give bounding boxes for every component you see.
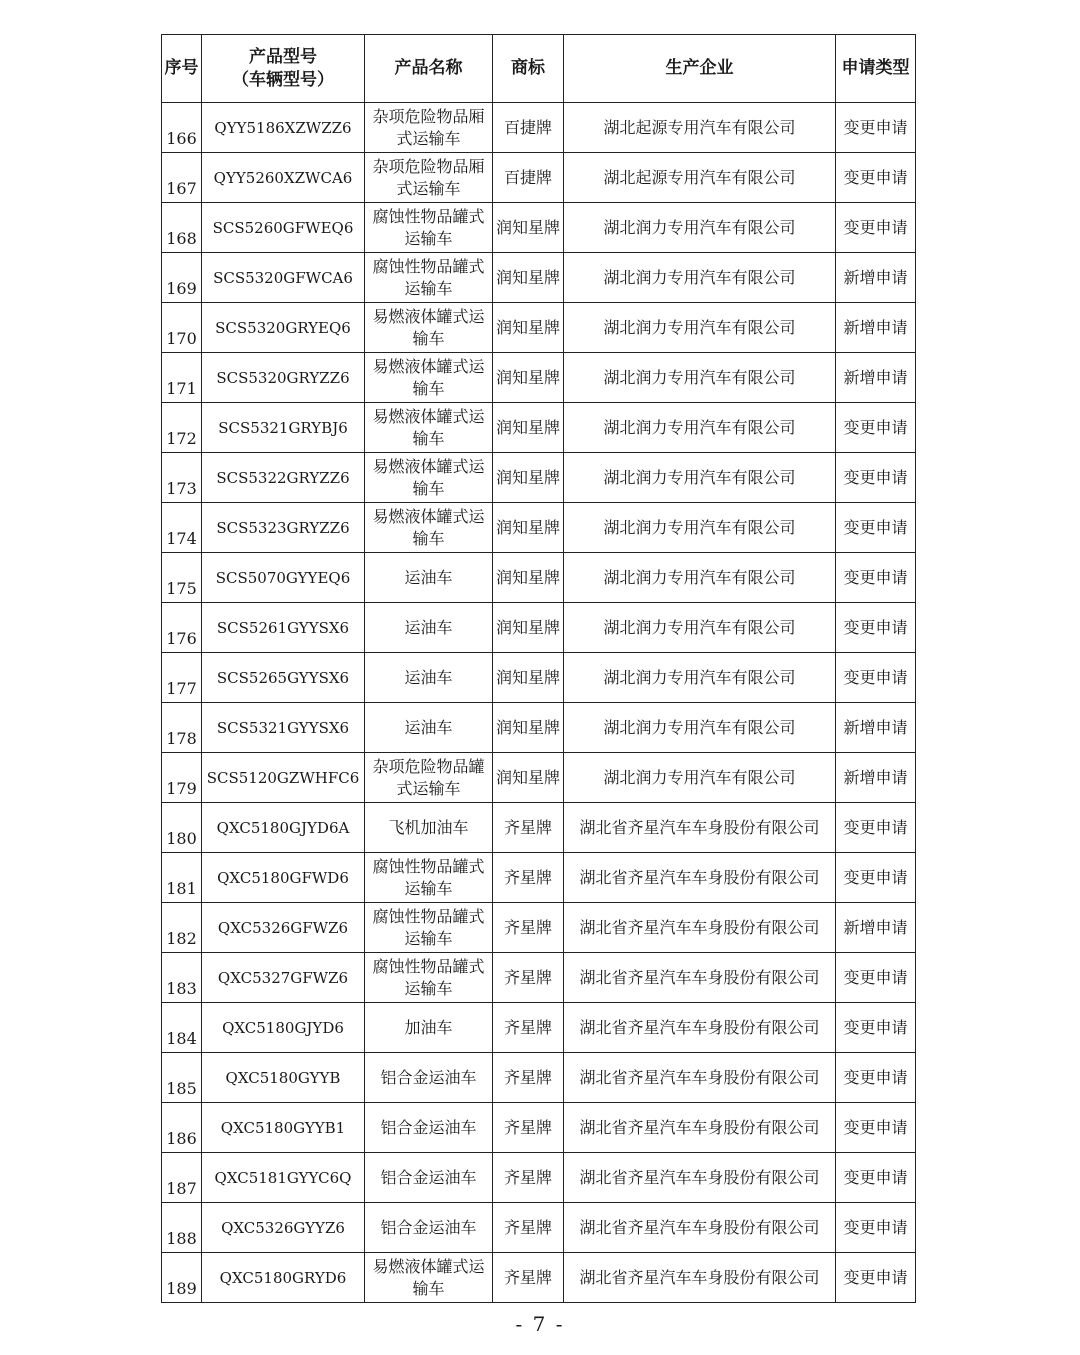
row-brand: 润知星牌 (493, 203, 564, 253)
row-brand: 润知星牌 (493, 553, 564, 603)
row-model: SCS5322GRYZZ6 (202, 453, 365, 503)
row-seq: 170 (162, 303, 202, 353)
row-product-name: 杂项危险物品罐式运输车 (365, 753, 493, 803)
row-application-type: 变更申请 (836, 203, 916, 253)
row-application-type: 变更申请 (836, 953, 916, 1003)
row-brand: 润知星牌 (493, 403, 564, 453)
row-product-name: 运油车 (365, 603, 493, 653)
row-brand: 齐星牌 (493, 1253, 564, 1303)
table-row (162, 403, 916, 453)
row-product-name: 易燃液体罐式运输车 (365, 1253, 493, 1303)
row-application-type: 变更申请 (836, 1253, 916, 1303)
table-row (162, 103, 916, 153)
row-model: SCS5320GRYZZ6 (202, 353, 365, 403)
row-product-name: 铝合金运油车 (365, 1203, 493, 1253)
row-seq: 172 (162, 403, 202, 453)
row-application-type: 新增申请 (836, 703, 916, 753)
row-application-type: 新增申请 (836, 253, 916, 303)
row-application-type: 变更申请 (836, 803, 916, 853)
row-model: QYY5260XZWCA6 (202, 153, 365, 203)
table-row (162, 853, 916, 903)
row-manufacturer: 湖北省齐星汽车车身股份有限公司 (564, 953, 836, 1003)
row-model: QXC5180GRYD6 (202, 1253, 365, 1303)
row-seq: 168 (162, 203, 202, 253)
row-application-type: 变更申请 (836, 1053, 916, 1103)
row-model: QXC5326GYYZ6 (202, 1203, 365, 1253)
row-manufacturer: 湖北省齐星汽车车身股份有限公司 (564, 1153, 836, 1203)
row-model: SCS5321GRYBJ6 (202, 403, 365, 453)
row-product-name: 运油车 (365, 553, 493, 603)
row-seq: 169 (162, 253, 202, 303)
row-seq: 171 (162, 353, 202, 403)
row-application-type: 变更申请 (836, 1103, 916, 1153)
row-model: SCS5120GZWHFC6 (202, 753, 365, 803)
row-brand: 润知星牌 (493, 453, 564, 503)
table-row (162, 503, 916, 553)
row-seq: 166 (162, 103, 202, 153)
row-brand: 齐星牌 (493, 1053, 564, 1103)
row-application-type: 新增申请 (836, 903, 916, 953)
row-model: SCS5261GYYSX6 (202, 603, 365, 653)
row-application-type: 变更申请 (836, 403, 916, 453)
row-model: SCS5320GFWCA6 (202, 253, 365, 303)
table-row (162, 1253, 916, 1303)
table-row (162, 803, 916, 853)
row-product-name: 运油车 (365, 653, 493, 703)
table-row (162, 553, 916, 603)
row-seq: 174 (162, 503, 202, 553)
header-row (162, 35, 916, 103)
row-manufacturer: 湖北润力专用汽车有限公司 (564, 453, 836, 503)
row-brand: 润知星牌 (493, 603, 564, 653)
row-manufacturer: 湖北省齐星汽车车身股份有限公司 (564, 853, 836, 903)
row-model: QXC5181GYYC6Q (202, 1153, 365, 1203)
row-model: QYY5186XZWZZ6 (202, 103, 365, 153)
row-brand: 齐星牌 (493, 1153, 564, 1203)
row-seq: 179 (162, 753, 202, 803)
table-row (162, 753, 916, 803)
row-application-type: 变更申请 (836, 653, 916, 703)
row-application-type: 变更申请 (836, 1003, 916, 1053)
table-row (162, 203, 916, 253)
row-manufacturer: 湖北润力专用汽车有限公司 (564, 403, 836, 453)
row-brand: 齐星牌 (493, 853, 564, 903)
row-application-type: 新增申请 (836, 753, 916, 803)
row-model: SCS5070GYYEQ6 (202, 553, 365, 603)
row-brand: 齐星牌 (493, 903, 564, 953)
table-row (162, 1103, 916, 1153)
row-seq: 186 (162, 1103, 202, 1153)
table-row (162, 903, 916, 953)
table-row (162, 253, 916, 303)
row-product-name: 飞机加油车 (365, 803, 493, 853)
row-product-name: 腐蚀性物品罐式运输车 (365, 953, 493, 1003)
row-manufacturer: 湖北省齐星汽车车身股份有限公司 (564, 903, 836, 953)
row-application-type: 变更申请 (836, 103, 916, 153)
row-product-name: 运油车 (365, 703, 493, 753)
row-seq: 189 (162, 1253, 202, 1303)
row-product-name: 易燃液体罐式运输车 (365, 503, 493, 553)
row-product-name: 加油车 (365, 1003, 493, 1053)
row-model: SCS5323GRYZZ6 (202, 503, 365, 553)
vehicle-application-table (161, 34, 916, 1303)
header-maker: 生产企业 (564, 35, 836, 103)
table-row (162, 153, 916, 203)
table-row (162, 953, 916, 1003)
row-application-type: 变更申请 (836, 453, 916, 503)
row-product-name: 杂项危险物品厢式运输车 (365, 153, 493, 203)
row-seq: 184 (162, 1003, 202, 1053)
row-seq: 176 (162, 603, 202, 653)
row-manufacturer: 湖北省齐星汽车车身股份有限公司 (564, 1053, 836, 1103)
row-manufacturer: 湖北起源专用汽车有限公司 (564, 103, 836, 153)
row-seq: 182 (162, 903, 202, 953)
row-manufacturer: 湖北起源专用汽车有限公司 (564, 153, 836, 203)
row-brand: 百捷牌 (493, 103, 564, 153)
row-application-type: 新增申请 (836, 303, 916, 353)
row-manufacturer: 湖北润力专用汽车有限公司 (564, 753, 836, 803)
row-manufacturer: 湖北润力专用汽车有限公司 (564, 553, 836, 603)
table-row (162, 1203, 916, 1253)
header-seq: 序号 (162, 35, 202, 103)
header-brand: 商标 (493, 35, 564, 103)
row-product-name: 铝合金运油车 (365, 1153, 493, 1203)
row-application-type: 变更申请 (836, 1153, 916, 1203)
row-brand: 润知星牌 (493, 653, 564, 703)
row-manufacturer: 湖北省齐星汽车车身股份有限公司 (564, 1103, 836, 1153)
table-row (162, 1053, 916, 1103)
row-application-type: 变更申请 (836, 153, 916, 203)
row-seq: 177 (162, 653, 202, 703)
row-manufacturer: 湖北省齐星汽车车身股份有限公司 (564, 1003, 836, 1053)
row-product-name: 铝合金运油车 (365, 1053, 493, 1103)
row-product-name: 杂项危险物品厢式运输车 (365, 103, 493, 153)
row-seq: 173 (162, 453, 202, 503)
row-brand: 润知星牌 (493, 753, 564, 803)
page-number: - 7 - (515, 1312, 565, 1336)
row-brand: 百捷牌 (493, 153, 564, 203)
table-row (162, 1003, 916, 1053)
row-brand: 齐星牌 (493, 953, 564, 1003)
row-seq: 180 (162, 803, 202, 853)
row-brand: 润知星牌 (493, 503, 564, 553)
row-product-name: 腐蚀性物品罐式运输车 (365, 253, 493, 303)
row-product-name: 腐蚀性物品罐式运输车 (365, 203, 493, 253)
row-brand: 润知星牌 (493, 703, 564, 753)
row-model: QXC5180GFWD6 (202, 853, 365, 903)
row-manufacturer: 湖北省齐星汽车车身股份有限公司 (564, 803, 836, 853)
row-application-type: 新增申请 (836, 353, 916, 403)
row-model: QXC5326GFWZ6 (202, 903, 365, 953)
table-body (162, 103, 916, 1303)
table-row (162, 603, 916, 653)
row-seq: 183 (162, 953, 202, 1003)
table-header (162, 35, 916, 103)
row-brand: 齐星牌 (493, 803, 564, 853)
row-product-name: 腐蚀性物品罐式运输车 (365, 903, 493, 953)
table-row (162, 353, 916, 403)
row-application-type: 变更申请 (836, 553, 916, 603)
row-model: QXC5180GYYB1 (202, 1103, 365, 1153)
row-seq: 185 (162, 1053, 202, 1103)
header-model-line1: 产品型号 (249, 46, 317, 67)
table-row (162, 703, 916, 753)
row-model: QXC5180GJYD6 (202, 1003, 365, 1053)
row-manufacturer: 湖北润力专用汽车有限公司 (564, 303, 836, 353)
row-product-name: 易燃液体罐式运输车 (365, 353, 493, 403)
row-product-name: 易燃液体罐式运输车 (365, 403, 493, 453)
header-name: 产品名称 (365, 35, 493, 103)
row-brand: 齐星牌 (493, 1203, 564, 1253)
row-model: QXC5180GJYD6A (202, 803, 365, 853)
table-row (162, 653, 916, 703)
row-application-type: 变更申请 (836, 1203, 916, 1253)
row-seq: 175 (162, 553, 202, 603)
row-application-type: 变更申请 (836, 503, 916, 553)
row-product-name: 腐蚀性物品罐式运输车 (365, 853, 493, 903)
row-manufacturer: 湖北润力专用汽车有限公司 (564, 503, 836, 553)
row-brand: 润知星牌 (493, 303, 564, 353)
table-row (162, 1153, 916, 1203)
row-model: QXC5180GYYB (202, 1053, 365, 1103)
row-manufacturer: 湖北省齐星汽车车身股份有限公司 (564, 1203, 836, 1253)
row-seq: 181 (162, 853, 202, 903)
row-product-name: 易燃液体罐式运输车 (365, 303, 493, 353)
row-application-type: 变更申请 (836, 853, 916, 903)
row-model: SCS5320GRYEQ6 (202, 303, 365, 353)
row-seq: 167 (162, 153, 202, 203)
row-manufacturer: 湖北润力专用汽车有限公司 (564, 653, 836, 703)
header-model-line2: （车辆型号） (232, 69, 334, 90)
row-brand: 润知星牌 (493, 253, 564, 303)
header-model (202, 35, 365, 103)
row-model: SCS5260GFWEQ6 (202, 203, 365, 253)
header-type: 申请类型 (836, 35, 916, 103)
row-manufacturer: 湖北润力专用汽车有限公司 (564, 353, 836, 403)
table-row (162, 303, 916, 353)
row-manufacturer: 湖北润力专用汽车有限公司 (564, 253, 836, 303)
row-application-type: 变更申请 (836, 603, 916, 653)
row-manufacturer: 湖北润力专用汽车有限公司 (564, 203, 836, 253)
table-row (162, 453, 916, 503)
row-model: SCS5265GYYSX6 (202, 653, 365, 703)
row-seq: 188 (162, 1203, 202, 1253)
row-brand: 齐星牌 (493, 1103, 564, 1153)
row-model: SCS5321GYYSX6 (202, 703, 365, 753)
row-manufacturer: 湖北润力专用汽车有限公司 (564, 703, 836, 753)
row-model: QXC5327GFWZ6 (202, 953, 365, 1003)
row-brand: 齐星牌 (493, 1003, 564, 1053)
row-manufacturer: 湖北省齐星汽车车身股份有限公司 (564, 1253, 836, 1303)
row-seq: 178 (162, 703, 202, 753)
row-brand: 润知星牌 (493, 353, 564, 403)
row-manufacturer: 湖北润力专用汽车有限公司 (564, 603, 836, 653)
row-product-name: 铝合金运油车 (365, 1103, 493, 1153)
row-seq: 187 (162, 1153, 202, 1203)
row-product-name: 易燃液体罐式运输车 (365, 453, 493, 503)
